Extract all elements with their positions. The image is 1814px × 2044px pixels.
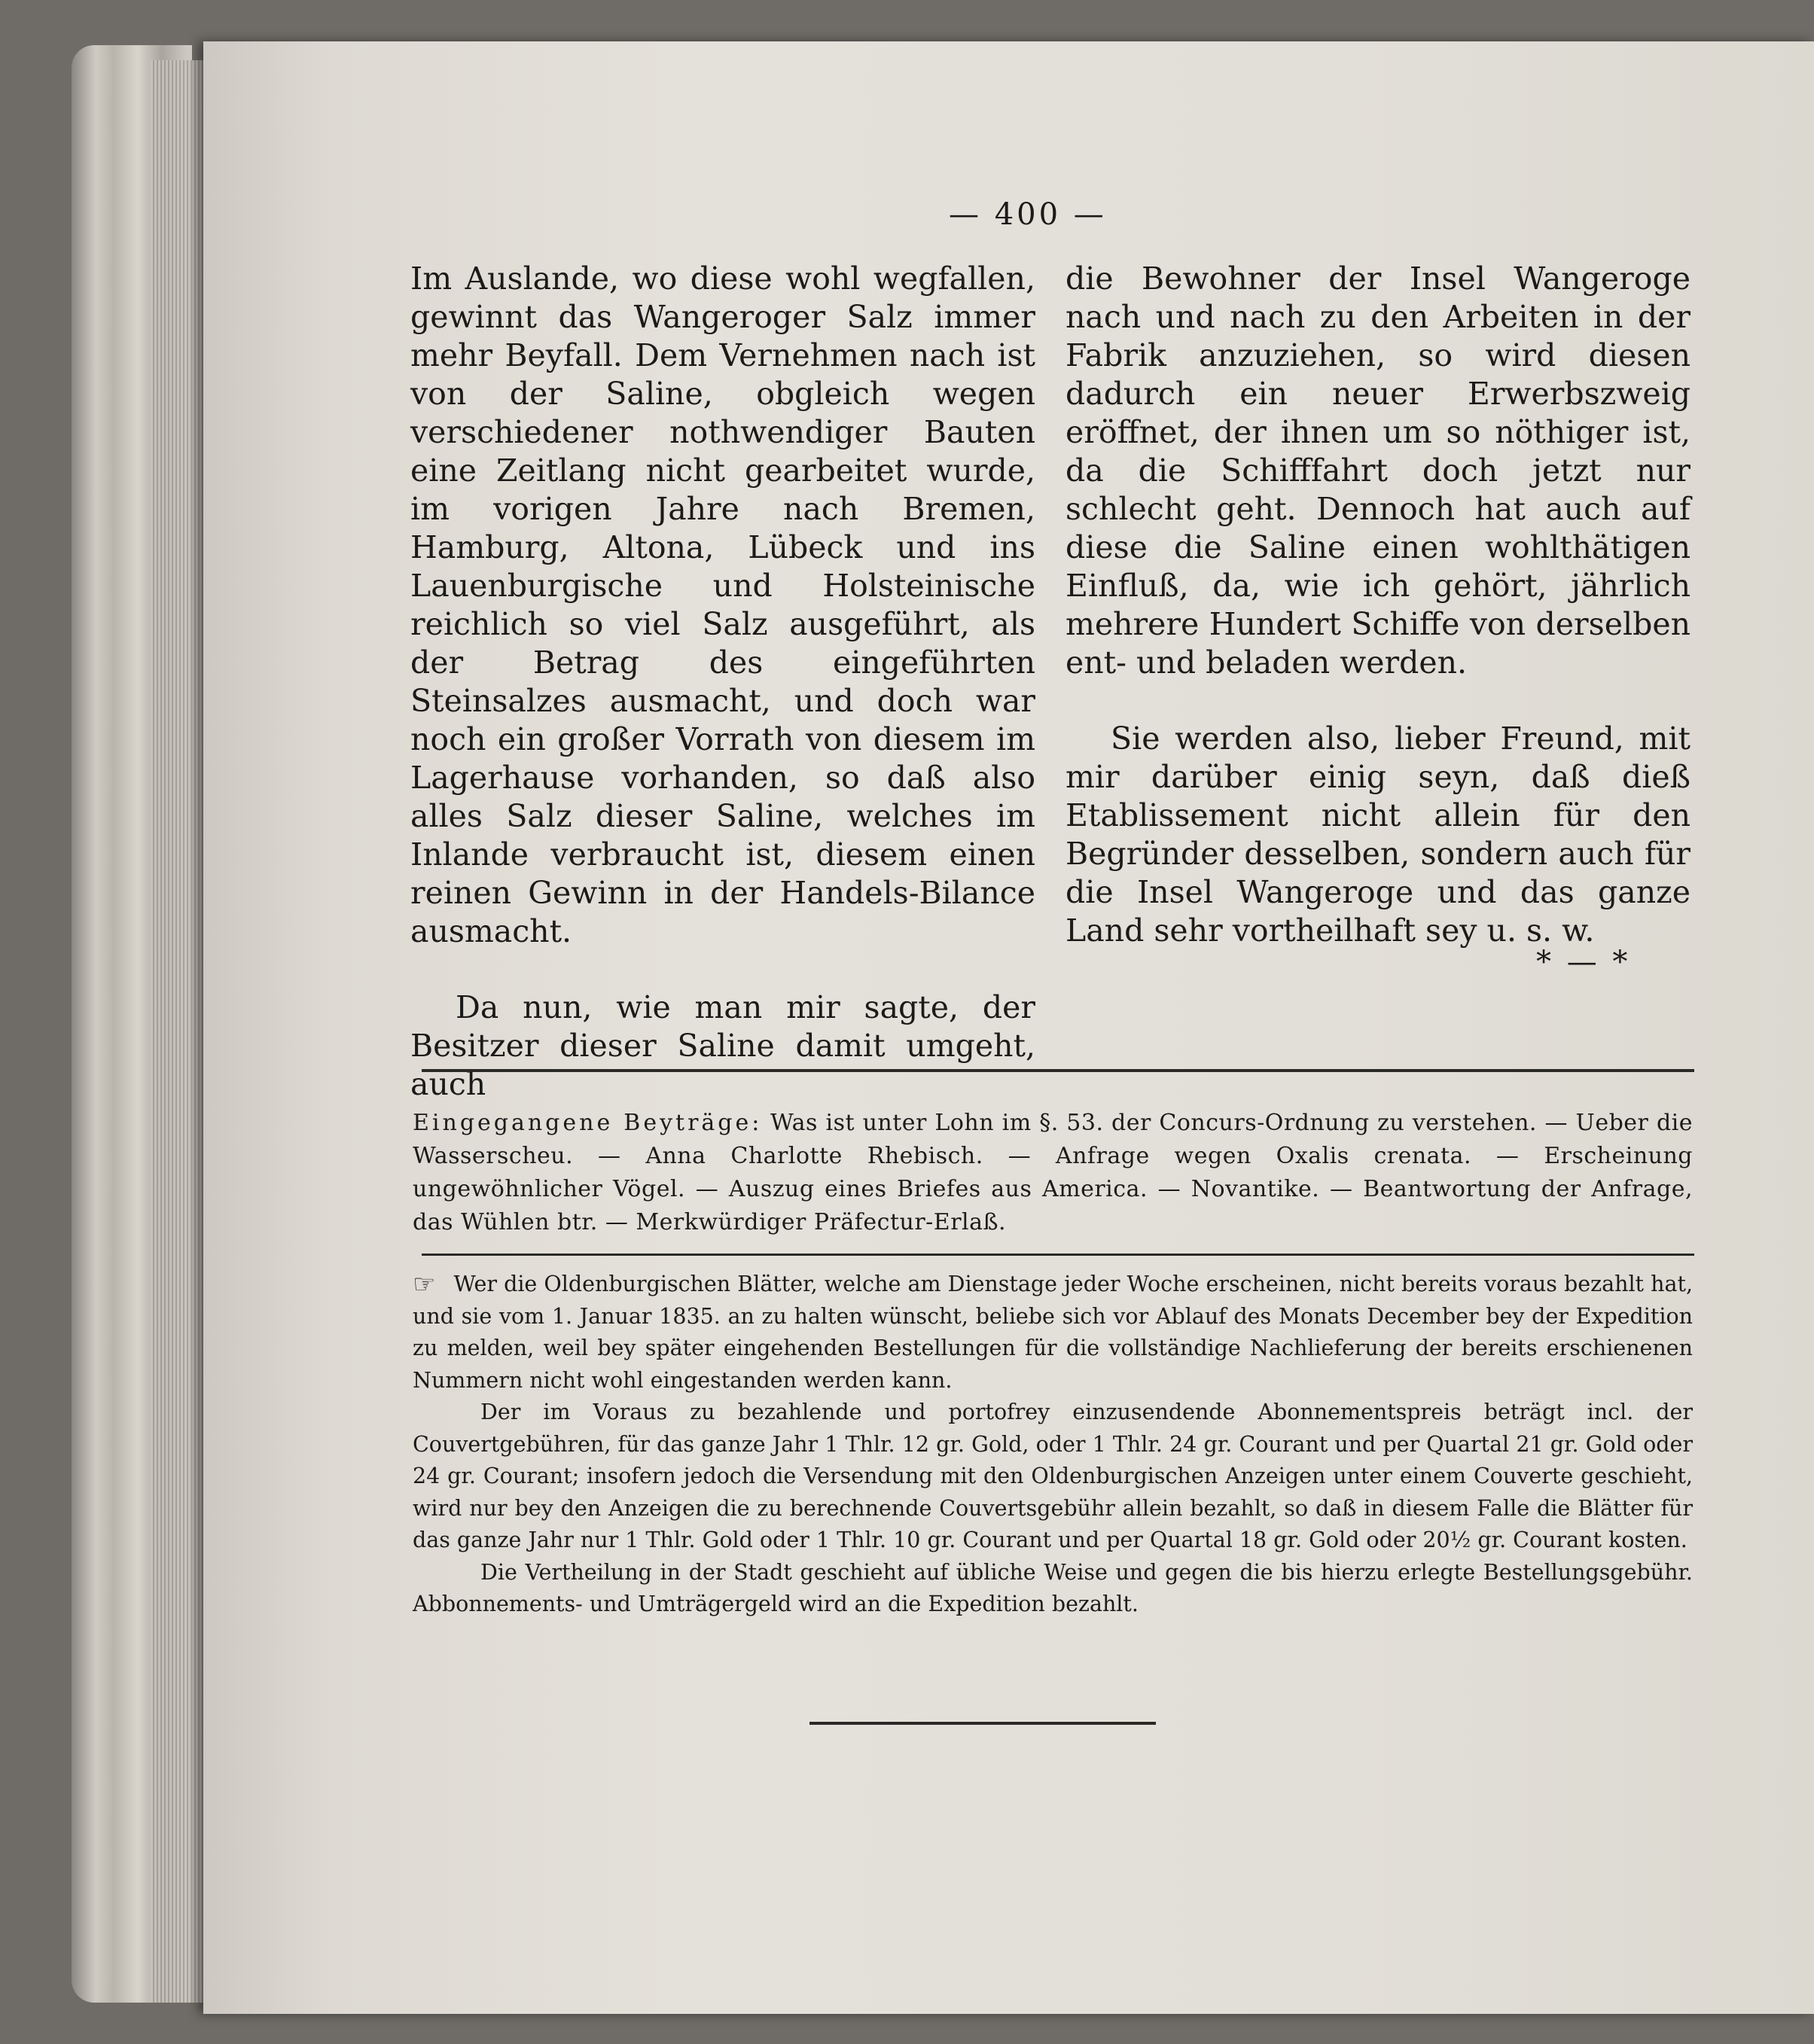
notice-paragraph-1-text: Wer die Oldenburgischen Blätter, welche am Dienstage jeder Woche erscheinen, nicht bereits voraus bezahlt hat, und sie vom 1. Januar 1835. an zu halten wünscht, beliebe sich vor Ablauf des Monats December bey der Expedition zu melden, weil bey später eingehenden Bestellungen für die vollständige Nachlieferung der bereits erschienenen Nummern nicht wohl eingestanden werden kann.	[413, 1272, 1693, 1393]
contents-section	[413, 1107, 1693, 1239]
left-column	[410, 260, 1035, 1104]
author-signature: * — *	[1536, 945, 1631, 979]
notice-paragraph-3: Die Vertheilung in der Stadt geschieht auf übliche Weise und gegen die bis hierzu erlegte Bestellungsgebühr. Abbonnements- und Umträgergeld wird an die Expedition bezahlt.	[413, 1559, 1693, 1616]
left-paragraph-2: Da nun, wie man mir sagte, der Besitzer dieser Saline damit umgeht, auch	[410, 989, 1035, 1102]
divider-middle	[422, 1254, 1694, 1256]
contents-heading: Eingegangene Beyträge:	[413, 1110, 763, 1136]
pointing-hand-icon: ☞	[413, 1269, 436, 1299]
notice-paragraph-2: Der im Voraus zu bezahlende und portofrey einzusendende Abonnementspreis beträgt incl. der Couvertgebühren, für das ganze Jahr 1 Thlr. 12 gr. Gold, oder 1 Thlr. 24 gr. Courant und per Quartal 21 gr. Gold oder 24 gr. Courant; insofern jedoch die Versendung mit den Oldenburgischen Anzeigen unter einem Couverte geschieht, wird nur bey den Anzeigen die zu berechnende Couvertsgebühr allein bezahlt, so daß in diesem Falle die Blätter für das ganze Jahr nur 1 Thlr. Gold oder 1 Thlr. 10 gr. Courant und per Quartal 18 gr. Gold oder 20½ gr. Courant kosten.	[413, 1400, 1693, 1552]
right-paragraph-2: Sie werden also, lieber Freund, mit mir darüber einig seyn, daß dieß Etablissement nicht allein für den Begründer desselben, sondern auch für die Insel Wangeroge und das ganze Land sehr vortheilhaft sey u. s. w.	[1066, 720, 1691, 949]
notice-paragraph-1	[413, 1269, 1693, 1397]
right-column	[1066, 260, 1691, 950]
divider-top	[422, 1069, 1694, 1072]
contents-text: Was ist unter Lohn im §. 53. der Concurs-Ordnung zu verstehen. — Ueber die Wasserscheu. — Anna Charlotte Rhebisch. — Anfrage wegen Oxalis crenata. — Erscheinung ungewöhnlicher Vögel. — Auszug eines Briefes aus America. — Novantike. — Beantwortung der Anfrage, das Wühlen btr. — Merkwürdiger Präfectur-Erlaß.	[413, 1110, 1693, 1235]
left-paragraph-1: Im Auslande, wo diese wohl wegfallen, gewinnt das Wangeroger Salz immer mehr Beyfall. Dem Vernehmen nach ist von der Saline, obgleich wegen verschiedener nothwendiger Bauten eine Zeitlang nicht gearbeitet wurde, im vorigen Jahre nach Bremen, Hamburg, Altona, Lübeck und ins Lauenburgische und Holsteinische reichlich so viel Salz ausgeführt, als der Betrag des eingeführten Steinsalzes ausmacht, und doch war noch ein großer Vorrath von diesem im Lagerhause vorhanden, so daß also alles Salz dieser Saline, welches im Inlande verbraucht ist, diesem einen reinen Gewinn in der Handels-Bilance ausmacht.	[410, 260, 1035, 949]
page-number: — 400 —	[949, 197, 1107, 232]
end-rule	[809, 1722, 1156, 1725]
subscription-notice	[413, 1269, 1693, 1621]
right-paragraph-1: die Bewohner der Insel Wangeroge nach und nach zu den Arbeiten in der Fabrik anzuziehen, so wird diesen dadurch ein neuer Erwerbszweig eröffnet, der ihnen um so nöthiger ist, da die Schifffahrt doch jetzt nur schlecht geht. Dennoch hat auch auf diese die Saline einen wohlthätigen Einfluß, da, wie ich gehört, jährlich mehrere Hundert Schiffe von derselben ent- und beladen werden.	[1066, 260, 1691, 681]
